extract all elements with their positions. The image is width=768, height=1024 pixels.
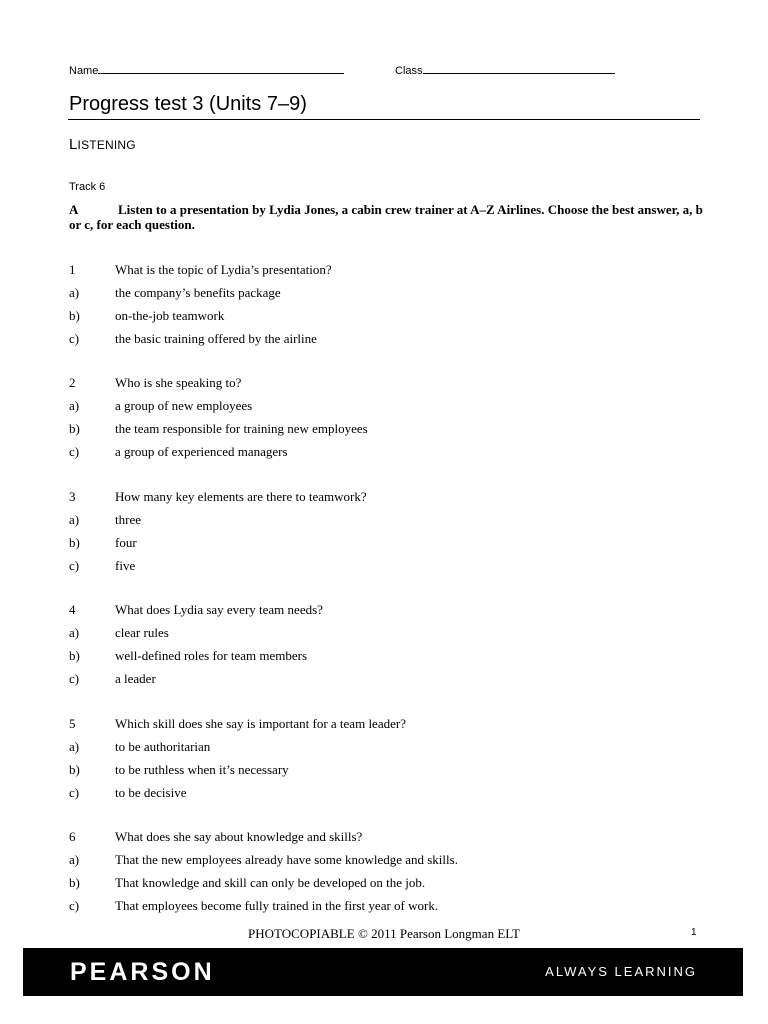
option-label: a) [69,512,80,527]
title-divider [68,119,700,120]
answer-option [69,535,137,551]
name-field [69,62,344,77]
option-label: a) [69,285,80,300]
instruction-text: Listen to a presentation by Lydia Jones, a cabin crew trainer at A–Z Airlines. Choose the best answer, a, b or c, for each question. [69,202,703,232]
option-label: c) [69,785,80,800]
question-stem [69,489,367,505]
option-label: b) [69,535,80,550]
answer-option [69,898,438,914]
section-heading-rest: ISTENING [77,138,136,152]
option-text: the basic training offered by the airline [115,331,317,346]
option-text: a leader [115,671,156,686]
option-text: to be decisive [115,785,187,800]
option-label: a) [69,852,80,867]
answer-option [69,421,368,437]
answer-option [69,558,135,574]
answer-option [69,444,288,460]
name-underline [98,62,344,74]
answer-option [69,625,169,641]
option-label: c) [69,671,80,686]
option-text: to be ruthless when it’s necessary [115,762,289,777]
question-text: What does she say about knowledge and skills? [115,829,363,844]
question-text: Who is she speaking to? [115,375,242,390]
question-number: 4 [69,602,76,617]
option-label: c) [69,558,80,573]
option-text: the company’s benefits package [115,285,281,300]
question-stem [69,602,323,618]
page-number: 1 [691,927,697,938]
option-text: five [115,558,136,573]
copyright-notice: PHOTOCOPIABLE © 2011 Pearson Longman ELT [248,926,520,941]
option-text: That knowledge and skill can only be developed on the job. [115,875,426,890]
answer-option [69,331,317,347]
section-heading-initial: L [69,136,78,153]
option-label: a) [69,398,80,413]
answer-option [69,285,281,301]
answer-option [69,762,289,778]
tagline: ALWAYS LEARNING [545,964,697,979]
class-field [395,62,615,77]
answer-option [69,512,141,528]
answer-option [69,852,458,868]
answer-option [69,875,425,891]
answer-option [69,648,307,664]
option-text: well-defined roles for team members [115,648,308,663]
option-label: b) [69,308,80,323]
footer-bar [23,948,743,996]
instruction [69,202,709,232]
question-number: 2 [69,375,76,390]
page-title: Progress test 3 (Units 7–9) [69,93,307,115]
class-label: Class [395,65,423,77]
answer-option [69,739,210,755]
option-text: to be authoritarian [115,739,211,754]
option-text: three [115,512,141,527]
option-label: a) [69,739,80,754]
question-stem [69,716,406,732]
section-heading [69,136,136,153]
question-number: 1 [69,262,76,277]
question-number: 3 [69,489,76,504]
option-text: That employees become fully trained in the first year of work. [115,898,439,913]
answer-option [69,671,156,687]
question-text: How many key elements are there to teamwork? [115,489,367,504]
option-label: b) [69,875,80,890]
answer-option [69,308,224,324]
option-label: a) [69,625,80,640]
instruction-letter: A [69,202,79,217]
option-text: four [115,535,137,550]
option-label: c) [69,898,80,913]
option-text: the team responsible for training new employees [115,421,368,436]
option-text: a group of new employees [115,398,253,413]
option-text: clear rules [115,625,169,640]
option-label: b) [69,648,80,663]
option-text: a group of experienced managers [115,444,288,459]
option-text: on-the-job teamwork [115,308,225,323]
question-number: 6 [69,829,76,844]
class-underline [423,62,615,74]
question-stem [69,375,241,391]
name-label: Name [69,65,99,77]
question-text: What does Lydia say every team needs? [115,602,323,617]
track-label: Track 6 [69,181,106,193]
answer-option [69,398,252,414]
question-number: 5 [69,716,76,731]
answer-option [69,785,186,801]
question-stem [69,262,332,278]
pearson-logo: PEARSON [70,958,215,986]
question-text: What is the topic of Lydia’s presentation? [115,262,332,277]
question-text: Which skill does she say is important for a team leader? [115,716,406,731]
question-stem [69,829,362,845]
option-label: b) [69,762,80,777]
option-text: That the new employees already have some knowledge and skills. [115,852,458,867]
option-label: c) [69,331,80,346]
option-label: b) [69,421,80,436]
option-label: c) [69,444,80,459]
